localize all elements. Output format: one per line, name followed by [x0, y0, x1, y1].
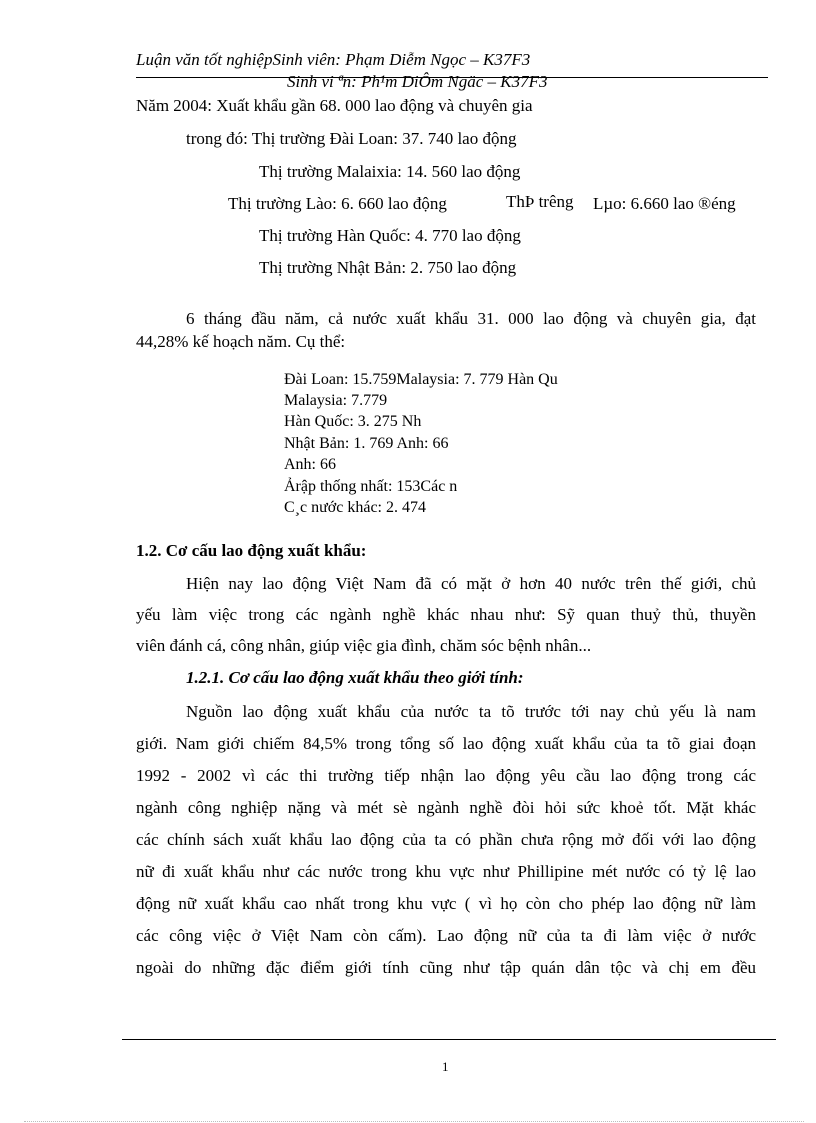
page-number: 1 [442, 1059, 449, 1074]
section-1-2-1-line: các chính sách xuất khẩu lao động của ta có phần chưa rộng mở đối với lao động [136, 830, 756, 849]
section-1-2-1-line: giới. Nam giới chiếm 84,5% trong tổng số lao động xuất khẩu của ta tõ giai đoạn [136, 734, 756, 753]
section-1-2-line: yếu làm việc trong các ngành nghề khác nhau như: Sỹ quan thuỷ thủ, thuyền [136, 605, 756, 624]
section-1-2-1-line: các công việc ở Việt Nam còn cấm). Lao động nữ của ta đi làm việc ở nước [136, 926, 756, 945]
footer-rule [122, 1039, 776, 1040]
breakdown-item: C¸c nước khác: 2. 474 [284, 499, 426, 516]
export-2004-taiwan: trong đó: Thị trường Đài Loan: 37. 740 lao động [186, 129, 517, 148]
breakdown-item: Đài Loan: 15.759Malaysia: 7. 779 Hàn Qu [284, 371, 558, 388]
section-1-2-line: viên đánh cá, công nhân, giúp việc gia đình, chăm sóc bệnh nhân... [136, 636, 592, 655]
section-1-2-heading: 1.2. Cơ cấu lao động xuất khẩu: [136, 541, 367, 560]
section-1-2-1-heading: 1.2.1. Cơ cấu lao động xuất khẩu theo giới tính: [186, 668, 524, 687]
export-2004-laos-garbled-a: ThÞ trêng [506, 192, 574, 211]
breakdown-item: Hàn Quốc: 3. 275 Nh [284, 413, 422, 430]
section-1-2-1-line: ngoài do những đặc điểm giới tính cũng như tập quán dân tộc và chị em đều [136, 958, 756, 977]
export-2004-laos: Thị trường Lào: 6. 660 lao động [228, 194, 447, 213]
header-title: Luận văn tốt nghiệpSinh viên: Phạm Diễm Ngọc – K37F3 [136, 50, 531, 69]
export-2004-intro: Năm 2004: Xuất khẩu gần 68. 000 lao động và chuyên gia [136, 96, 533, 115]
header-title-garbled: Sinh vi ªn: Ph¹m DiÔm Ngäc – K37F3 [287, 72, 548, 91]
section-1-2-1-line: 1992 - 2002 vì các thi trường tiếp nhận lao động yêu cầu lao động trong các [136, 766, 756, 785]
six-months-line-1: 6 tháng đầu năm, cả nước xuất khẩu 31. 000 lao động và chuyên gia, đạt [186, 309, 756, 328]
breakdown-item: Malaysia: 7.779 [284, 392, 388, 409]
export-2004-laos-garbled-b: Lµo: 6.660 lao ®éng [593, 194, 736, 213]
section-1-2-1-line: ngành công nghiệp nặng và mét sè ngành nghề đòi hỏi sức khoẻ tốt. Mặt khác [136, 798, 756, 817]
breakdown-item: Anh: 66 [284, 456, 336, 473]
six-months-line-2: 44,28% kế hoạch năm. Cụ thể: [136, 332, 346, 351]
export-2004-korea: Thị trường Hàn Quốc: 4. 770 lao động [259, 226, 521, 245]
export-2004-malaysia: Thị trường Malaixia: 14. 560 lao động [259, 162, 521, 181]
section-1-2-line: Hiện nay lao động Việt Nam đã có mặt ở hơn 40 nước trên thế giới, chủ [186, 574, 756, 593]
breakdown-item: Nhật Bản: 1. 769 Anh: 66 [284, 435, 449, 452]
page-edge-divider [24, 1121, 804, 1122]
breakdown-item: Ảrập thống nhất: 153Các n [284, 478, 458, 495]
section-1-2-1-line: động nữ xuất khẩu cao nhất trong khu vực ( vì họ còn cho phép lao động nữ làm [136, 894, 756, 913]
section-1-2-1-line: Nguồn lao động xuất khẩu của nước ta tõ trước tới nay chủ yếu là nam [186, 702, 756, 721]
export-2004-japan: Thị trường Nhật Bản: 2. 750 lao động [259, 258, 517, 277]
section-1-2-1-line: nữ đi xuất khẩu như các nước trong khu vực như Phillipine mét nước có tỷ lệ lao [136, 862, 756, 881]
